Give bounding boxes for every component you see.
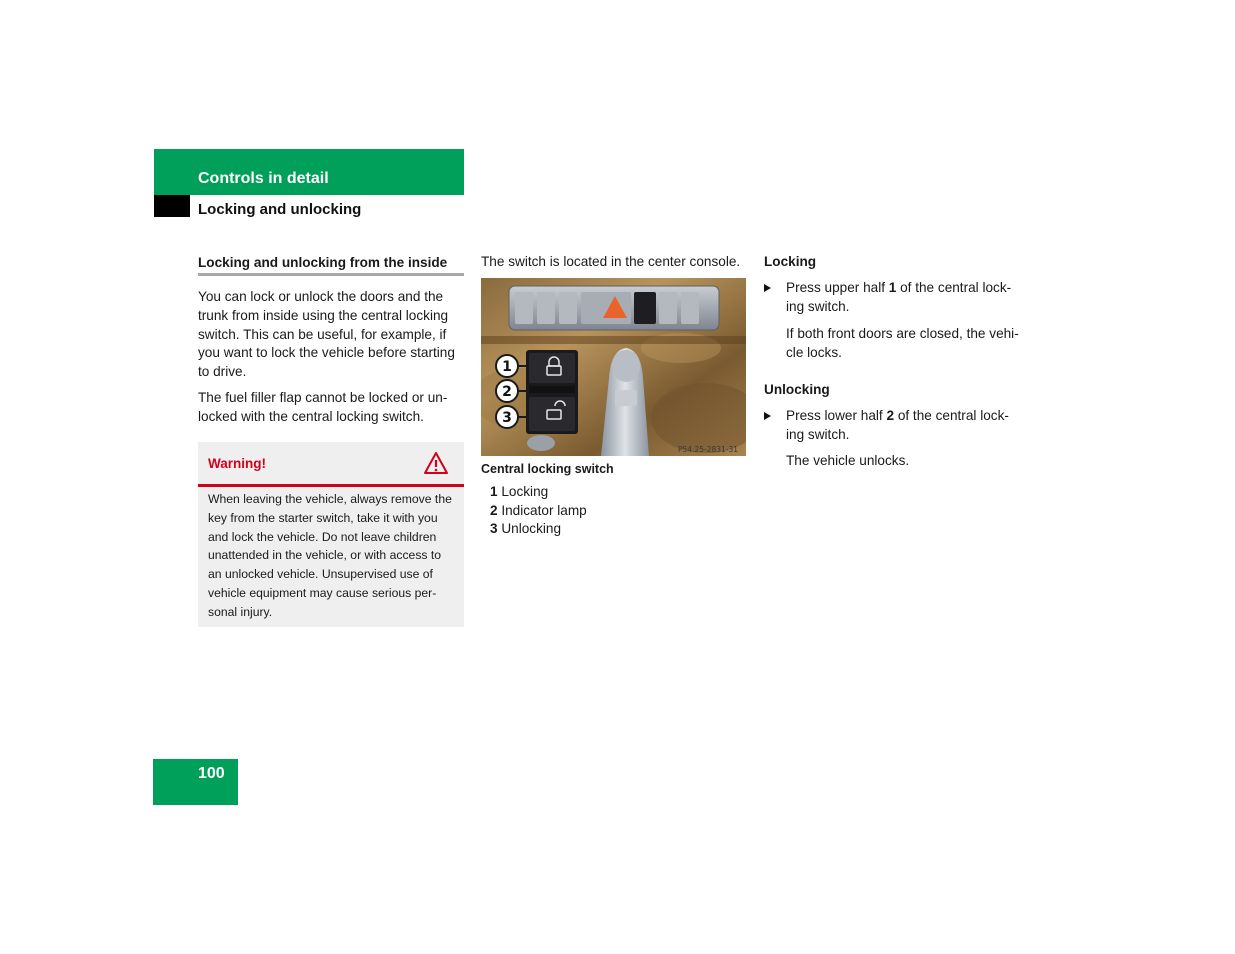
warning-divider xyxy=(198,484,464,487)
figure-intro: The switch is located in the center console. xyxy=(481,254,741,269)
central-console-photo xyxy=(481,278,746,456)
warning-text: When leaving the vehicle, always remove the key from the starter switch, take it with you and lock the vehicle. Do not leave children unattended in the vehicle, or with access to an unlocked vehicle. Unsupervised use of vehicle equipment may cause serious per- sonal injury. xyxy=(208,492,452,619)
subsection-title: Locking and unlocking xyxy=(198,201,362,218)
bullet-arrow-icon xyxy=(764,284,771,292)
unlocking-result: The vehicle unlocks. xyxy=(786,453,910,468)
locking-result: If both front doors are closed, the vehi- cle locks. xyxy=(786,326,1019,360)
intro-paragraph: You can lock or unlock the doors and the trunk from inside using the central locking switch. This can be useful, for example, if you want to lock the vehicle before starting to drive. xyxy=(198,289,455,380)
page-number: 100 xyxy=(198,765,225,782)
page-number-box xyxy=(153,759,238,805)
locking-step: Press upper half 1 of the central lock- ing switch. xyxy=(764,279,1034,317)
warning-box xyxy=(198,442,464,627)
warning-triangle-icon xyxy=(423,451,449,475)
figure-code: P54.25-2831-31 xyxy=(678,445,739,454)
unlocking-step: Press lower half 2 of the central lock- ing switch. xyxy=(764,407,1034,445)
legend-item: 1 Locking xyxy=(490,484,549,499)
locking-heading: Locking xyxy=(764,254,817,269)
callout-1: 1 xyxy=(502,359,512,375)
heading-rule xyxy=(198,273,464,276)
section-marker xyxy=(154,195,190,217)
figure-caption: Central locking switch xyxy=(481,462,614,476)
bullet-arrow-icon xyxy=(764,412,771,420)
unlocking-heading: Unlocking xyxy=(764,382,830,397)
callout-2: 2 xyxy=(502,384,512,400)
section-title: Controls in detail xyxy=(198,170,329,187)
legend-item: 2 Indicator lamp xyxy=(490,503,587,518)
fuel-flap-paragraph: The fuel filler flap cannot be locked or un- locked with the central locking switch. xyxy=(198,390,448,424)
warning-title: Warning! xyxy=(208,456,266,471)
column-heading: Locking and unlocking from the inside xyxy=(198,255,448,270)
callout-3: 3 xyxy=(502,410,512,426)
legend-item: 3 Unlocking xyxy=(490,521,562,536)
